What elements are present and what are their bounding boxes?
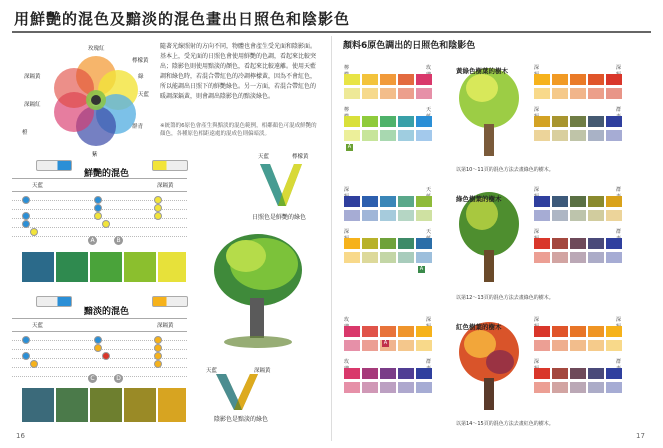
grid-label: 天: [426, 107, 432, 113]
dull-hdr-left: 天藍: [32, 323, 44, 329]
vivid-swatch-4: [124, 252, 156, 282]
color-swatch-cell: [416, 74, 432, 85]
color-swatch-cell: [552, 116, 568, 127]
dull-section-title: 黯淡的混色: [84, 307, 130, 317]
color-swatch-cell: [344, 252, 360, 263]
color-swatch-cell: [362, 196, 378, 207]
vivid-swatch-3: [90, 252, 122, 282]
wheel-label-orange: 橙: [22, 130, 28, 136]
tree3-shadow: [486, 350, 514, 374]
color-swatch-cell: [398, 340, 414, 351]
paint-tube-sky: [36, 160, 72, 171]
paint-dot: [154, 352, 162, 360]
color-swatch-cell: [380, 74, 396, 85]
dull-hdr-right: 深鎘黃: [157, 323, 174, 329]
wheel-center-dot: [91, 95, 101, 105]
color-swatch-cell: [552, 88, 568, 99]
wheel-label-ultra: 群青: [132, 124, 144, 130]
wheel-label-cadyellow: 深鎘黃: [24, 74, 41, 80]
color-swatch-cell: [606, 116, 622, 127]
color-swatch-cell: [570, 326, 586, 337]
color-swatch-cell: [534, 130, 550, 141]
color-swatch-cell: [588, 196, 604, 207]
tree3-trunk: [484, 378, 494, 410]
vivid-section-title: 鮮艷的混色: [84, 169, 130, 179]
paint-dot: [94, 336, 102, 344]
dull-v-blue: [216, 374, 238, 410]
color-swatch-cell: [380, 326, 396, 337]
grid-label: 群: [616, 359, 622, 365]
dull-v-diagram: [212, 370, 262, 414]
grid-label: 深: [344, 187, 350, 193]
color-swatch-cell: [416, 368, 432, 379]
dull-mix-row: [12, 368, 187, 377]
grid-label: 深: [534, 229, 540, 235]
grid-label: 玫: [426, 65, 432, 71]
tree1-illustration: [454, 64, 524, 162]
color-swatch-cell: [344, 74, 360, 85]
color-swatch-cell: [362, 88, 378, 99]
color-swatch-cell: [398, 382, 414, 393]
color-swatch-cell: [570, 74, 586, 85]
grid-label: 群: [426, 359, 432, 365]
color-swatch-cell: [570, 382, 586, 393]
color-swatch-cell: [344, 382, 360, 393]
color-swatch-cell: [570, 130, 586, 141]
color-swatch-cell: [570, 196, 586, 207]
color-swatch-cell: [380, 368, 396, 379]
tree-ground: [224, 336, 292, 348]
color-swatch-cell: [416, 196, 432, 207]
color-swatch-cell: [416, 326, 432, 337]
dull-swatch-5: [158, 388, 186, 422]
color-swatch-cell: [552, 130, 568, 141]
color-swatch-cell: [588, 88, 604, 99]
wheel-label-cadred: 深鎘紅: [24, 102, 41, 108]
grid-label: 檸: [344, 65, 350, 71]
dull-v-right: 深鎘黃: [254, 368, 271, 374]
vivid-mix-row: [12, 219, 187, 228]
tree1-trunk: [484, 124, 494, 156]
grid-label: 深: [616, 317, 622, 323]
dull-swatch-1: [22, 388, 54, 422]
vivid-swatch-5: [158, 252, 186, 282]
color-swatch-cell: [362, 326, 378, 337]
paint-dot: [154, 212, 162, 220]
color-swatch-cell: [362, 130, 378, 141]
color-swatch-cell: [570, 368, 586, 379]
grid-label: 檸: [344, 107, 350, 113]
wheel-label-green: 綠: [138, 74, 144, 80]
mark-a: A: [88, 236, 97, 245]
paint-dot: [154, 204, 162, 212]
tree3-title: 紅色樹葉的樹木: [456, 323, 502, 331]
color-swatch-cell: [606, 210, 622, 221]
color-swatch-cell: [588, 116, 604, 127]
color-swatch-cell: [398, 116, 414, 127]
color-swatch-cell: [606, 196, 622, 207]
vivid-mix-header: [12, 178, 187, 192]
paint-dot: [102, 220, 110, 228]
grid-label: 深: [534, 107, 540, 113]
color-wheel: [46, 50, 146, 150]
color-swatch-cell: [534, 210, 550, 221]
dull-mix-header: [12, 318, 187, 332]
tree1-highlight: [466, 74, 498, 102]
color-swatch-cell: [416, 130, 432, 141]
color-swatch-cell: [362, 382, 378, 393]
color-swatch-cell: [606, 74, 622, 85]
page-gutter: [331, 36, 332, 441]
color-swatch-cell: [362, 74, 378, 85]
vivid-v-left: 天藍: [258, 154, 270, 160]
color-swatch-cell: [398, 196, 414, 207]
color-swatch-cell: [588, 130, 604, 141]
color-swatch-cell: [398, 252, 414, 263]
color-swatch-cell: [588, 238, 604, 249]
mark-d: D: [114, 374, 123, 383]
color-swatch-cell: [534, 196, 550, 207]
color-swatch-cell: [534, 326, 550, 337]
color-swatch-cell: [570, 210, 586, 221]
tree1-caption: 以第10～11頁的混色方法去畫綠色的樹木。: [456, 167, 554, 173]
tree3-caption: 以第14～15頁的混色方法去畫紅色的樹木。: [456, 421, 554, 427]
mark-b: B: [114, 236, 123, 245]
paint-dot: [154, 360, 162, 368]
color-swatch-cell: [416, 88, 432, 99]
paint-dot: [22, 336, 30, 344]
mark-c: C: [88, 374, 97, 383]
tree3-illustration: [454, 318, 524, 416]
vivid-hdr-right: 深鎘黃: [157, 183, 174, 189]
dull-v-caption: 陰影色是黯淡的綠色: [214, 416, 269, 423]
paint-dot: [154, 196, 162, 204]
wheel-label-sky: 天藍: [138, 92, 150, 98]
color-swatch-cell: [380, 196, 396, 207]
color-swatch-cell: [606, 326, 622, 337]
grid-label: 天: [426, 229, 432, 235]
color-swatch-cell: [588, 74, 604, 85]
color-swatch-cell: [344, 368, 360, 379]
grid-label: 深: [534, 187, 540, 193]
color-swatch-cell: [344, 196, 360, 207]
color-swatch-cell: [534, 74, 550, 85]
color-swatch-cell: [380, 88, 396, 99]
grid-label: 深: [534, 65, 540, 71]
vivid-v-caption: 日照色是鮮艷的綠色: [252, 214, 307, 221]
color-swatch-cell: [588, 252, 604, 263]
color-swatch-cell: [606, 368, 622, 379]
color-swatch-cell: [416, 252, 432, 263]
color-swatch-cell: [398, 326, 414, 337]
color-swatch-cell: [344, 326, 360, 337]
color-swatch-cell: [552, 382, 568, 393]
color-swatch-cell: [552, 326, 568, 337]
grid-label: 深: [426, 317, 432, 323]
paint-dot: [94, 204, 102, 212]
color-swatch-cell: [416, 210, 432, 221]
grid-label: 天: [426, 187, 432, 193]
grid-label: 群: [616, 187, 622, 193]
color-swatch-cell: [362, 368, 378, 379]
color-swatch-cell: [362, 210, 378, 221]
dull-v-left: 天藍: [206, 368, 218, 374]
grid-label: 深: [534, 359, 540, 365]
grid-label: 玫: [344, 317, 350, 323]
color-swatch-cell: [552, 74, 568, 85]
tree-canopy-highlight: [226, 240, 266, 272]
color-swatch-cell: [534, 340, 550, 351]
color-swatch-cell: [344, 88, 360, 99]
paint-tube-cadyellow: [152, 296, 188, 307]
color-swatch-cell: [588, 326, 604, 337]
color-swatch-cell: [552, 340, 568, 351]
color-swatch-cell: [380, 238, 396, 249]
color-swatch-cell: [380, 130, 396, 141]
color-swatch-cell: [380, 116, 396, 127]
grid-label: 群: [616, 107, 622, 113]
paint-dot: [102, 352, 110, 360]
color-swatch-cell: [398, 88, 414, 99]
color-swatch-cell: [344, 116, 360, 127]
paint-dot: [154, 344, 162, 352]
color-swatch-cell: [344, 130, 360, 141]
color-swatch-cell: [552, 252, 568, 263]
color-swatch-cell: [380, 382, 396, 393]
color-swatch-cell: [606, 130, 622, 141]
color-swatch-cell: [606, 88, 622, 99]
color-swatch-cell: [416, 340, 432, 351]
grid-label: 深: [534, 317, 540, 323]
color-swatch-cell: [534, 116, 550, 127]
paint-dot: [94, 212, 102, 220]
color-swatch-cell: [588, 368, 604, 379]
dull-swatch-2: [56, 388, 88, 422]
tree2-title: 綠色樹葉的樹木: [456, 195, 502, 203]
vivid-swatch-1: [22, 252, 54, 282]
paint-dot: [30, 228, 38, 236]
paint-tube-sky-2: [36, 296, 72, 307]
paint-tube-lemon: [152, 160, 188, 171]
color-swatch-cell: [588, 340, 604, 351]
color-swatch-cell: [552, 238, 568, 249]
wheel-label-lemon: 檸檬黃: [132, 58, 149, 64]
color-swatch-cell: [380, 210, 396, 221]
color-swatch-cell: [344, 210, 360, 221]
vivid-hdr-left: 天藍: [32, 183, 44, 189]
dull-v-yellow: [238, 374, 258, 410]
vivid-v-blue: [260, 164, 282, 206]
tree2-trunk: [484, 250, 494, 282]
vivid-swatch-2: [56, 252, 88, 282]
paint-dot: [22, 352, 30, 360]
tree1-title: 黃綠色樹葉的樹木: [456, 67, 508, 75]
color-swatch-cell: [362, 252, 378, 263]
color-swatch-cell: [534, 238, 550, 249]
color-swatch-cell: [552, 210, 568, 221]
note-text: ※統籌的6原色會產生與黯淡的混色範例，相鄰顏色可混成鮮艷的顏色，各種原色相距遠處的混成色則偏暗淡。: [160, 123, 317, 137]
vivid-v-yellow: [282, 164, 302, 206]
color-swatch-cell: [570, 238, 586, 249]
color-swatch-cell: [398, 368, 414, 379]
color-swatch-cell: [398, 130, 414, 141]
color-swatch-cell: [380, 252, 396, 263]
color-swatch-cell: [552, 196, 568, 207]
paint-dot: [94, 196, 102, 204]
grid-label: 深: [616, 65, 622, 71]
color-swatch-cell: [606, 340, 622, 351]
color-swatch-cell: [606, 238, 622, 249]
wheel-label-purple: 紫: [92, 152, 98, 158]
grid-tag: A: [347, 144, 352, 150]
tree2-caption: 以第12～13頁的混色方法去畫綠色的樹木。: [456, 295, 554, 301]
color-swatch-cell: [416, 116, 432, 127]
color-swatch-cell: [362, 116, 378, 127]
grid-label: 深: [344, 229, 350, 235]
page-number-left: 16: [16, 432, 25, 440]
paint-dot: [154, 336, 162, 344]
color-swatch-cell: [398, 238, 414, 249]
paint-dot: [22, 196, 30, 204]
paint-dot: [94, 344, 102, 352]
color-swatch-cell: [570, 116, 586, 127]
page-title: 用鮮艷的混色及黯淡的混色畫出日照色和陰影色: [14, 10, 351, 28]
color-swatch-cell: [606, 252, 622, 263]
right-section-title: 顏料6原色調出的日照色和陰影色: [343, 41, 476, 51]
tree-trunk: [250, 298, 264, 338]
dull-swatch-4: [124, 388, 156, 422]
color-swatch-cell: [416, 382, 432, 393]
tree-illustration: [206, 226, 306, 356]
wheel-label-rose: 玫瑰紅: [88, 46, 105, 52]
color-swatch-cell: [534, 368, 550, 379]
vivid-v-diagram: [256, 160, 306, 210]
tree2-illustration: [454, 188, 524, 288]
color-swatch-cell: [416, 238, 432, 249]
grid-label: 群: [616, 229, 622, 235]
vivid-v-right: 檸檬黃: [292, 154, 309, 160]
color-swatch-cell: [588, 382, 604, 393]
color-swatch-cell: [570, 340, 586, 351]
paint-dot: [22, 220, 30, 228]
intro-text: 隨著光線照射的方向不同，物體也會產生受光面和陰影面。基本上，受光面的日照色會使用鮮艷的色調，看起來比較突出；陰影色則使用黯淡的顏色，看起來比較遠離。使用天藍調和綠色時，若混合帶紅色的冷調檸檬黃，因為不會紅色，所以能調出日照下的鮮艷綠色。另一方面，若混合帶紅色的暖調深鎘黃，則會調出陰影色的黯淡綠色。: [160, 43, 317, 100]
color-swatch-cell: [570, 88, 586, 99]
title-rule: [12, 31, 651, 33]
color-swatch-cell: [344, 238, 360, 249]
grid-tag: A: [383, 340, 388, 346]
color-swatch-cell: [570, 252, 586, 263]
grid-label: 玫: [344, 359, 350, 365]
color-swatch-cell: [606, 382, 622, 393]
color-swatch-cell: [534, 252, 550, 263]
grid-tag: A: [419, 266, 424, 272]
color-swatch-cell: [362, 238, 378, 249]
paint-dot: [30, 360, 38, 368]
color-swatch-cell: [362, 340, 378, 351]
vivid-mix-row: [12, 228, 187, 237]
color-swatch-cell: [588, 210, 604, 221]
color-swatch-cell: [552, 368, 568, 379]
color-swatch-cell: [344, 340, 360, 351]
color-swatch-cell: [398, 210, 414, 221]
dull-swatch-3: [90, 388, 122, 422]
page-number-right: 17: [636, 432, 645, 440]
color-swatch-cell: [534, 382, 550, 393]
color-swatch-cell: [398, 74, 414, 85]
paint-dot: [22, 212, 30, 220]
color-swatch-cell: [534, 88, 550, 99]
